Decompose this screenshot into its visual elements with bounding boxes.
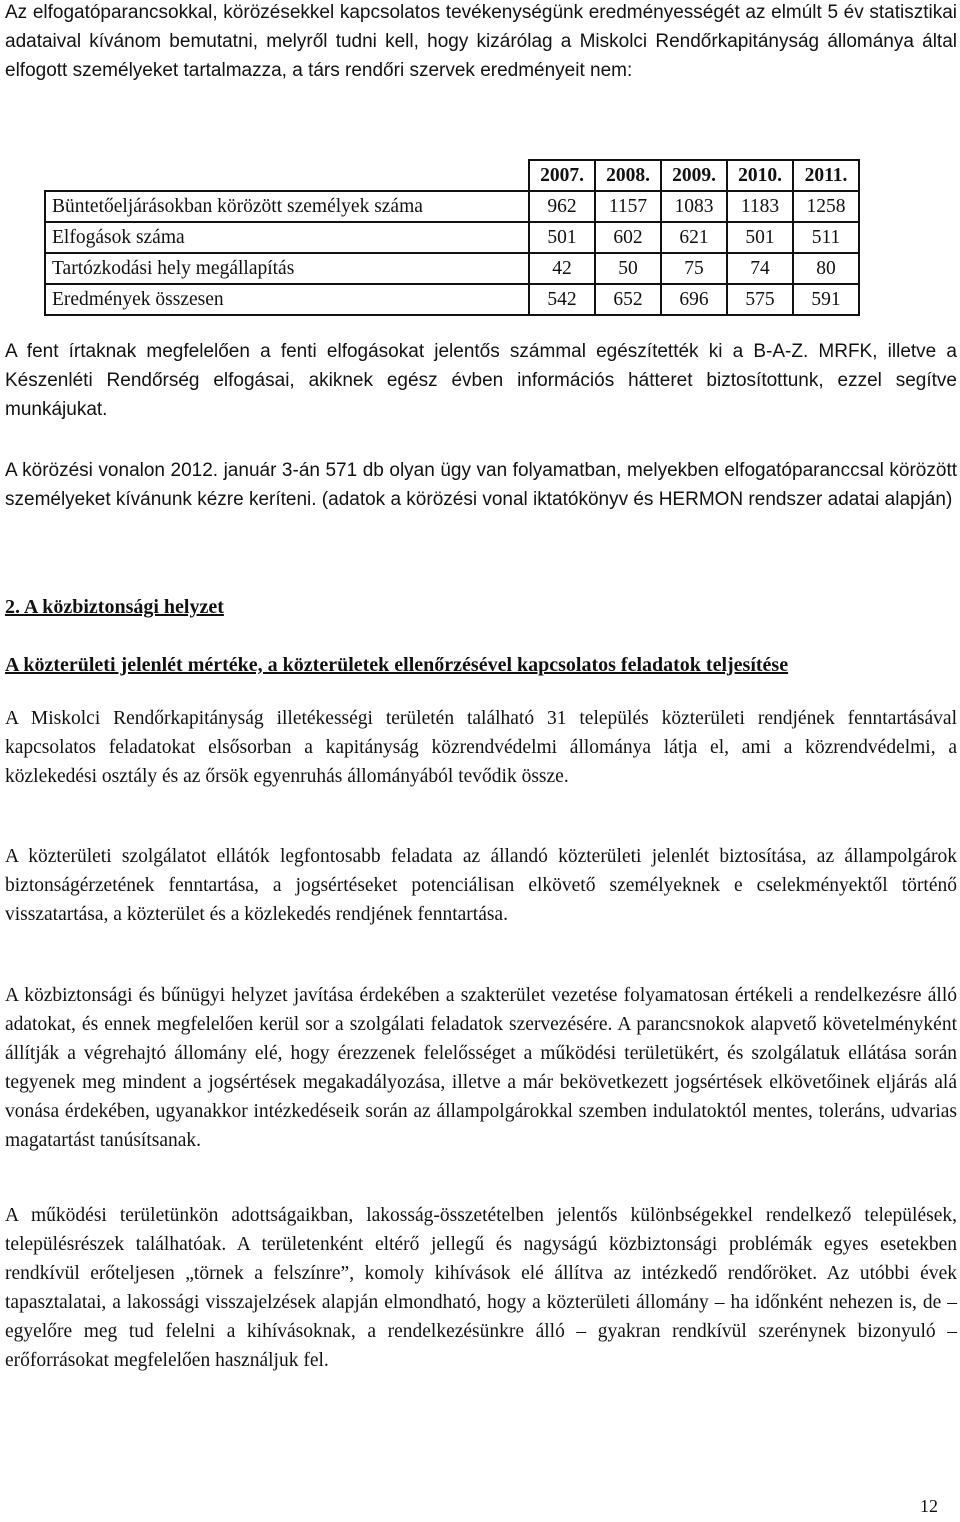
table-row — [45, 284, 859, 315]
table-cell: 42 — [529, 253, 595, 284]
wanted-line-paragraph: A körözési vonalon 2012. január 3-án 571 db olyan ügy van folyamatban, melyekben elfogatóparanccsal körözött személyeket kívánunk kézre keríteni. (adatok a körözési vonal iktatókönyv és HERMON rendszer adatai alapján) — [5, 460, 957, 510]
table-cell: 575 — [727, 284, 793, 315]
body-paragraph: A Miskolci Rendőrkapitányság illetékességi területén található 31 település közterületi rendjének fenntartásával kapcsolatos feladatokat elsősorban a kapitányság közrendvédelmi állománya látja el, ami a közrendvédelmi, a közlekedési osztály és az őrsök egyenruhás állományából tevődik össze. — [5, 708, 957, 787]
table-cell: 652 — [595, 284, 661, 315]
table-cell: 501 — [727, 222, 793, 253]
section-heading: 2. A közbiztonsági helyzet — [5, 596, 224, 618]
table-cell: 1157 — [595, 191, 661, 222]
table-corner-cell — [45, 160, 529, 191]
supplement-paragraph: A fent írtaknak megfelelően a fenti elfogásokat jelentős számmal egészítették ki a B-A-Z. MRFK, illetve a Készenléti Rendőrség elfogásai, akiknek egész évben információs hátteret biztosítottunk, ezzel segítve munkájukat. — [5, 341, 957, 420]
body-paragraph: A közbiztonsági és bűnügyi helyzet javítása érdekében a szakterület vezetése folyamatosan értékeli a rendelkezésre álló adatokat, és ennek megfelelően kerül sor a szolgálati feladatok szervezésére. A parancsnokok alapvető követelményként állítják a végrehajtó állomány elé, hogy érezzenek felelősséget a működési területükért, és szolgálatuk ellátása során tegyenek meg mindent a jogsértések megakadályozása, illetve a már bekövetkezett jogsértések elkövetőinek eljárás alá vonása érdekében, ugyanakkor intézkedéseik során az állampolgárokkal szemben indulatoktól mentes, toleráns, udvarias magatartást tanúsítsanak. — [5, 985, 957, 1151]
year-header: 2008. — [595, 160, 661, 191]
table-cell: 542 — [529, 284, 595, 315]
table-row — [45, 253, 859, 284]
body-paragraph: A közterületi szolgálatot ellátók legfontosabb feladata az állandó közterületi jelenlét biztosítása, az állampolgárok biztonságérzetének fenntartása, a jogsértéseket potenciálisan elkövető személyeknek e cselekményektől történő visszatartása, a közterület és a közlekedés rendjének fenntartása. — [5, 846, 957, 925]
table-cell: 50 — [595, 253, 661, 284]
table-row — [45, 222, 859, 253]
year-header: 2009. — [661, 160, 727, 191]
table-cell: 74 — [727, 253, 793, 284]
table-row — [45, 191, 859, 222]
table-cell: 621 — [661, 222, 727, 253]
table-header-row — [45, 160, 859, 191]
table-cell: 80 — [793, 253, 859, 284]
sub-heading: A közterületi jelenlét mértéke, a közterületek ellenőrzésével kapcsolatos feladatok teljesítése — [5, 654, 789, 676]
table-cell: 591 — [793, 284, 859, 315]
table-cell: 511 — [793, 222, 859, 253]
table-cell: 962 — [529, 191, 595, 222]
row-label: Tartózkodási hely megállapítás — [45, 253, 529, 284]
year-header: 2011. — [793, 160, 859, 191]
intro-paragraph: Az elfogatóparancsokkal, körözésekkel kapcsolatos tevékenységünk eredményességét az elmúlt 5 év statisztikai adataival kívánom bemutatni, melyről tudni kell, hogy kizárólag a Miskolci Rendőrkapitányság állománya által elfogott személyeket tartalmazza, a társ rendőri szervek eredményeit nem: — [5, 2, 957, 81]
table-cell: 696 — [661, 284, 727, 315]
table-cell: 75 — [661, 253, 727, 284]
row-label: Eredmények összesen — [45, 284, 529, 315]
table-cell: 501 — [529, 222, 595, 253]
table-cell: 1183 — [727, 191, 793, 222]
year-header: 2007. — [529, 160, 595, 191]
table-cell: 1258 — [793, 191, 859, 222]
row-label: Elfogások száma — [45, 222, 529, 253]
statistics-table — [44, 159, 860, 316]
table-cell: 602 — [595, 222, 661, 253]
row-label: Büntetőeljárásokban körözött személyek száma — [45, 191, 529, 222]
body-paragraph: A működési területünkön adottságaikban, lakosság-összetételben jelentős különbségekkel rendelkező települések, településrészek találhatóak. A területenként eltérő jellegű és nagyságú közbiztonsági problémák egyes esetekben rendkívül erőteljesen „törnek a felszínre”, komoly kihívások elé állítva az intézkedő rendőröket. Az utóbbi évek tapasztalatai, a lakossági visszajelzések alapján elmondható, hogy a közterületi állomány – ha időnként nehezen is, de – egyelőre meg tud felelni a kihívásoknak, a rendelkezésünkre álló – gyakran rendkívül szerénynek bizonyuló – erőforrásokat megfelelően használjuk fel. — [5, 1205, 957, 1371]
year-header: 2010. — [727, 160, 793, 191]
table-cell: 1083 — [661, 191, 727, 222]
page-number: 12 — [920, 1496, 938, 1516]
